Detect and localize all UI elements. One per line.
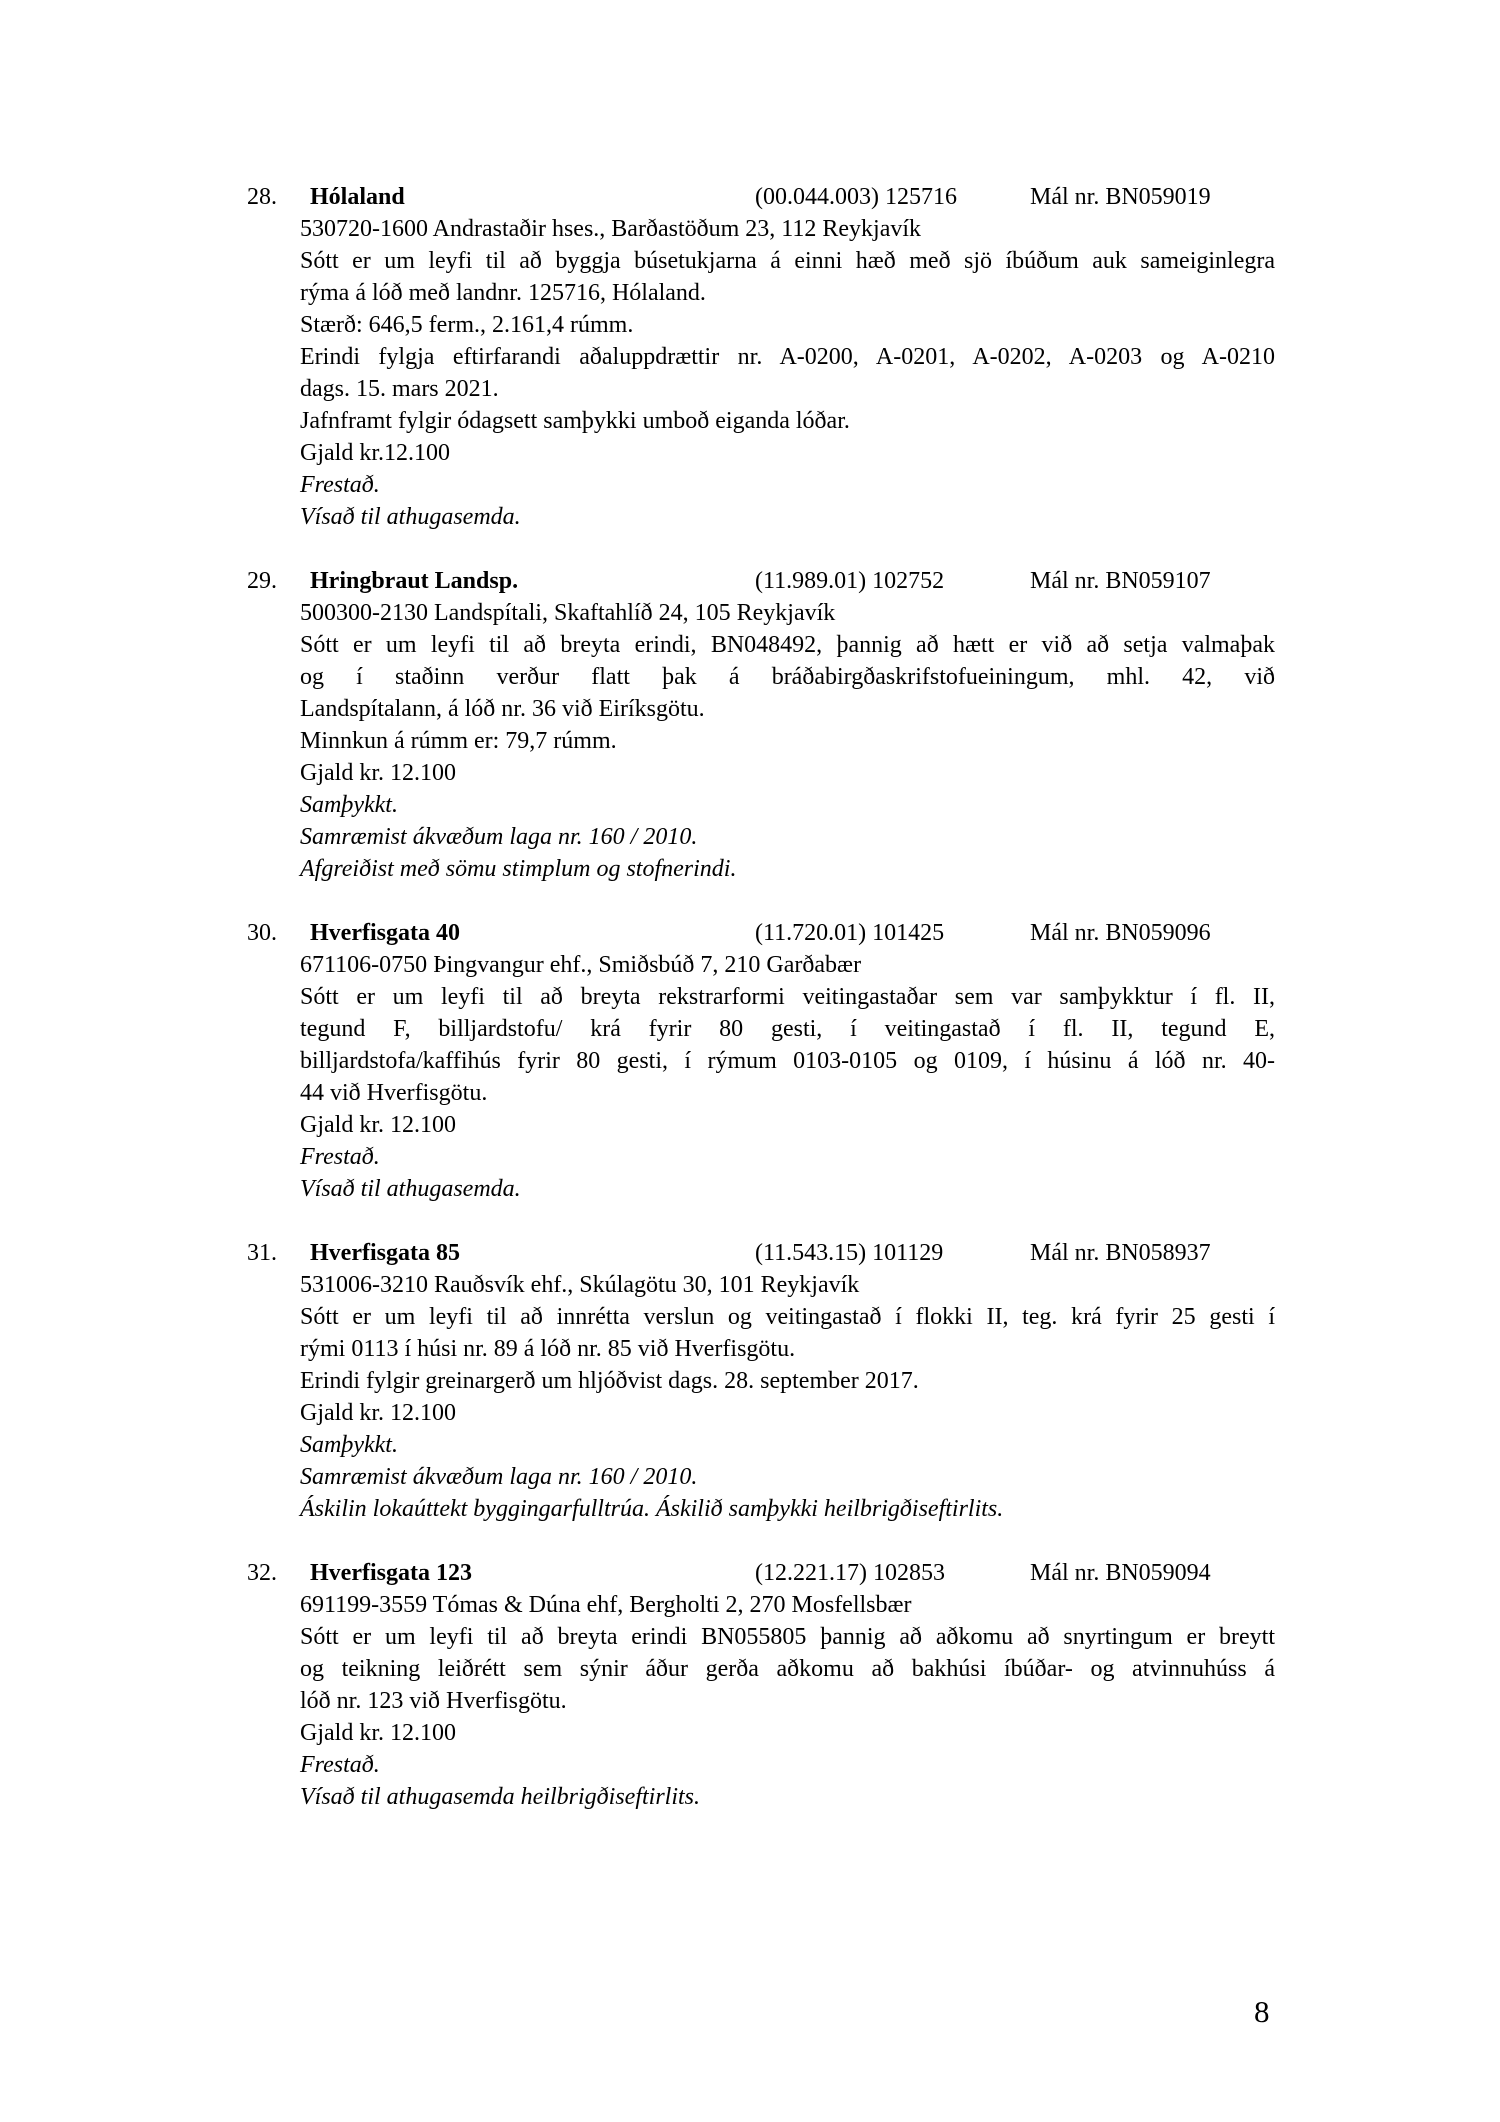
agenda-item (247, 917, 1277, 1205)
item-header (247, 1557, 1277, 1589)
item-text-line: Vísað til athugasemda heilbrigðiseftirlits. (300, 1784, 701, 1810)
item-header (247, 1237, 1277, 1269)
item-text-line: Samræmist ákvæðum laga nr. 160 / 2010. (300, 1464, 698, 1490)
page-number: 8 (1254, 1994, 1270, 2029)
item-title: Hverfisgata 123 (310, 1560, 472, 1586)
item-text-line: 671106-0750 Þingvangur ehf., Smiðsbúð 7, 210 Garðabær (300, 952, 862, 978)
item-text-line: lóð nr. 123 við Hverfisgötu. (300, 1688, 567, 1714)
item-text-line: billjardstofa/kaffihús fyrir 80 gesti, í rýmum 0103-0105 og 0109, í húsinu á lóð nr. 40- (300, 1048, 1275, 1074)
item-text-line: Erindi fylgir greinargerð um hljóðvist dags. 28. september 2017. (300, 1368, 919, 1394)
item-text-line: Sótt er um leyfi til að breyta rekstrarformi veitingastaðar sem var samþykktur í fl. II, (300, 984, 1275, 1010)
item-text-line: Sótt er um leyfi til að breyta erindi, BN048492, þannig að hætt er við að setja valmaþak (300, 632, 1275, 658)
item-text-line: Frestað. (300, 1144, 380, 1170)
item-text-line: Frestað. (300, 472, 380, 498)
item-text-line: Vísað til athugasemda. (300, 1176, 521, 1202)
item-title: Hverfisgata 85 (310, 1240, 460, 1266)
item-text-line: rýma á lóð með landnr. 125716, Hólaland. (300, 280, 706, 306)
item-title: Hringbraut Landsp. (310, 568, 519, 594)
item-title: Hverfisgata 40 (310, 920, 460, 946)
item-text-line: og í staðinn verður flatt þak á bráðabirgðaskrifstofueiningum, mhl. 42, við (300, 664, 1275, 690)
item-text-line: Samræmist ákvæðum laga nr. 160 / 2010. (300, 824, 698, 850)
item-body (300, 1269, 1275, 1525)
item-number: 31. (247, 1240, 277, 1266)
item-text-line: Sótt er um leyfi til að innrétta verslun og veitingastað í flokki II, teg. krá fyrir 25 gesti í (300, 1304, 1275, 1330)
item-text-line: Gjald kr.12.100 (300, 440, 450, 466)
item-text-line: 691199-3559 Tómas & Dúna ehf, Bergholti 2, 270 Mosfellsbær (300, 1592, 912, 1618)
item-reference: (11.989.01) 102752 (755, 568, 945, 594)
item-text-line: Áskilin lokaúttekt byggingarfulltrúa. Áskilið samþykki heilbrigðiseftirlits. (300, 1496, 1004, 1522)
item-header (247, 181, 1277, 213)
item-text-line: Vísað til athugasemda. (300, 504, 521, 530)
item-body (300, 597, 1275, 885)
item-text-line: Jafnframt fylgir ódagsett samþykki umboð eiganda lóðar. (300, 408, 850, 434)
item-text-line: Sótt er um leyfi til að breyta erindi BN055805 þannig að aðkomu að snyrtingum er breytt (300, 1624, 1275, 1650)
item-body (300, 1589, 1275, 1813)
item-text-line: rými 0113 í húsi nr. 89 á lóð nr. 85 við Hverfisgötu. (300, 1336, 796, 1362)
item-text-line: 531006-3210 Rauðsvík ehf., Skúlagötu 30, 101 Reykjavík (300, 1272, 860, 1298)
item-text-line: Afgreiðist með sömu stimplum og stofnerindi. (300, 856, 737, 882)
item-case-number: Mál nr. BN059019 (1030, 184, 1211, 210)
item-case-number: Mál nr. BN059094 (1030, 1560, 1211, 1586)
item-reference: (00.044.003) 125716 (755, 184, 957, 210)
item-number: 32. (247, 1560, 277, 1586)
item-text-line: og teikning leiðrétt sem sýnir áður gerða aðkomu að bakhúsi íbúðar- og atvinnuhúss á (300, 1656, 1275, 1682)
item-reference: (11.543.15) 101129 (755, 1240, 944, 1266)
item-text-line: Landspítalann, á lóð nr. 36 við Eiríksgötu. (300, 696, 705, 722)
item-reference: (12.221.17) 102853 (755, 1560, 945, 1586)
item-case-number: Mál nr. BN058937 (1030, 1240, 1211, 1266)
item-text-line: Gjald kr. 12.100 (300, 1400, 456, 1426)
item-text-line: Gjald kr. 12.100 (300, 1112, 456, 1138)
item-text-line: 530720-1600 Andrastaðir hses., Barðastöðum 23, 112 Reykjavík (300, 216, 922, 242)
item-number: 29. (247, 568, 277, 594)
item-case-number: Mál nr. BN059107 (1030, 568, 1211, 594)
item-text-line: Gjald kr. 12.100 (300, 1720, 456, 1746)
item-header (247, 565, 1277, 597)
item-header (247, 917, 1277, 949)
item-text-line: 500300-2130 Landspítali, Skaftahlíð 24, 105 Reykjavík (300, 600, 836, 626)
item-text-line: Stærð: 646,5 ferm., 2.161,4 rúmm. (300, 312, 634, 338)
item-text-line: Frestað. (300, 1752, 380, 1778)
item-reference: (11.720.01) 101425 (755, 920, 945, 946)
agenda-item-list (247, 181, 1277, 1813)
item-text-line: Gjald kr. 12.100 (300, 760, 456, 786)
item-text-line: 44 við Hverfisgötu. (300, 1080, 488, 1106)
item-case-number: Mál nr. BN059096 (1030, 920, 1211, 946)
item-body (300, 213, 1275, 533)
item-text-line: dags. 15. mars 2021. (300, 376, 499, 402)
item-text-line: Minnkun á rúmm er: 79,7 rúmm. (300, 728, 617, 754)
item-title: Hólaland (310, 184, 405, 210)
item-number: 30. (247, 920, 277, 946)
item-text-line: Samþykkt. (300, 792, 398, 818)
agenda-item (247, 181, 1277, 533)
item-text-line: Samþykkt. (300, 1432, 398, 1458)
item-text-line: Erindi fylgja eftirfarandi aðaluppdrættir nr. A-0200, A-0201, A-0202, A-0203 og A-0210 (300, 344, 1275, 370)
item-text-line: Sótt er um leyfi til að byggja búsetukjarna á einni hæð með sjö íbúðum auk sameiginlegra (300, 248, 1275, 274)
item-body (300, 949, 1275, 1205)
agenda-item (247, 1557, 1277, 1813)
item-text-line: tegund F, billjardstofu/ krá fyrir 80 gesti, í veitingastað í fl. II, tegund E, (300, 1016, 1275, 1042)
agenda-item (247, 565, 1277, 885)
item-number: 28. (247, 184, 277, 210)
agenda-item (247, 1237, 1277, 1525)
